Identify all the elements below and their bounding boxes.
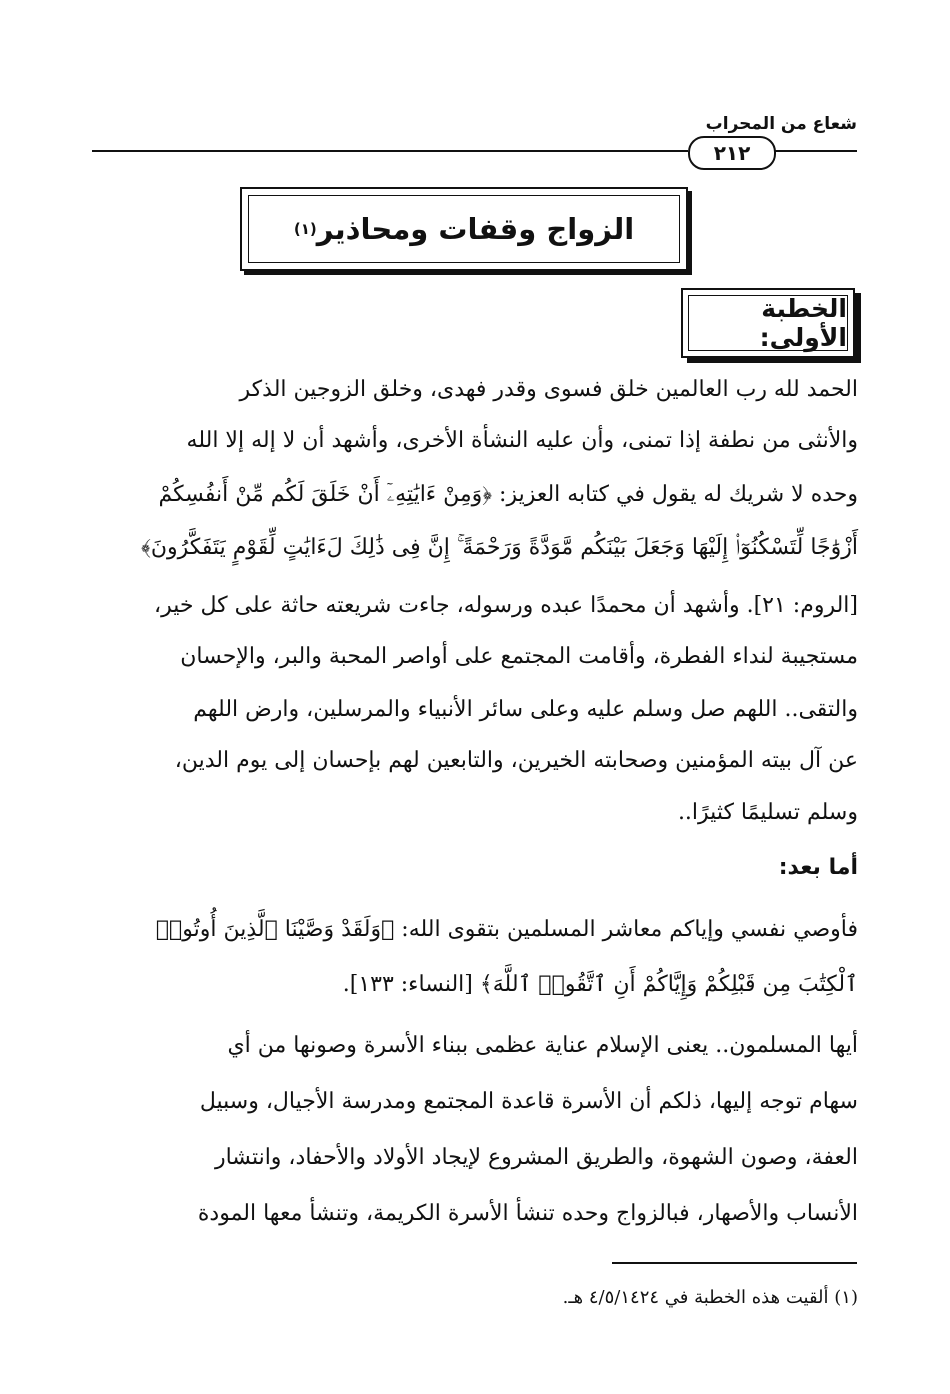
footnote: (١) ألقيت هذه الخطبة في ٤/٥/١٤٢٤ هـ. <box>562 1287 858 1308</box>
title-frame <box>240 187 688 271</box>
footnote-rule <box>612 1262 857 1264</box>
running-title: شعاع من المحراب <box>705 114 857 134</box>
header-rule-right <box>774 150 857 152</box>
quran-line: ٱلْكِتَٰبَ مِن قَبْلِكُمْ وَإِيَّاكُمْ أَنِ ٱتَّقُوا۟ ٱللَّهَ﴾ [النساء: ١٣٣]. <box>342 972 858 997</box>
body-line: الحمد لله رب العالمين خلق فسوى وقدر فهدى، وخلق الزوجين الذكر <box>239 377 858 402</box>
body-line: مستجيبة لنداء الفطرة، وأقامت المجتمع على أواصر المحبة والبر، والإحسان <box>180 644 858 669</box>
body-line: [الروم: ٢١]. وأشهد أن محمدًا عبده ورسوله، جاءت شريعته حاثة على كل خير، <box>154 593 858 618</box>
body-line: والأنثى من نطفة إذا تمنى، وأن عليه النشأة الأخرى، وأشهد أن لا إله إلا الله <box>186 428 858 453</box>
page-title <box>248 195 680 263</box>
section-heading-frame <box>681 288 855 358</box>
section-heading: الخطبة الأولى: <box>688 295 848 351</box>
title-text: الزواج وقفات ومحاذير <box>316 212 635 246</box>
body-line: العفة، وصون الشهوة، والطريق المشروع لإيجاد الأولاد والأحفاد، وانتشار <box>214 1145 858 1170</box>
header-rule-left <box>92 150 688 152</box>
body-line: عن آل بيته المؤمنين وصحابته الخيرين، والتابعين لهم بإحسان إلى يوم الدين، <box>174 748 858 773</box>
title-footnote-mark: (١) <box>293 220 317 238</box>
page-number: ٢١٢ <box>688 136 776 170</box>
body-line: فأوصي نفسي وإياكم معاشر المسلمين بتقوى الله: ﴿وَلَقَدْ وَصَّيْنَا ٱلَّذِينَ أُوتُوا۟ <box>155 917 858 942</box>
body-line: والتقى.. اللهم صل وسلم عليه وعلى سائر الأنبياء والمرسلين، وارض اللهم <box>193 697 858 722</box>
body-line: الأنساب والأصهار، فبالزواج وحده تنشأ الأسرة الكريمة، وتنشأ معها المودة <box>197 1201 858 1226</box>
body-line: وحده لا شريك له يقول في كتابه العزيز: ﴿وَمِنْ ءَايَٰتِهِۦٓ أَنْ خَلَقَ لَكُم مِّنْ أَنفُسِكُمْ <box>158 482 858 507</box>
body-line: أيها المسلمون.. يعنى الإسلام عناية عظمى ببناء الأسرة وصونها من أي <box>227 1033 858 1058</box>
body-line: سهام توجه إليها، ذلكم أن الأسرة قاعدة المجتمع ومدرسة الأجيال، وسبيل <box>199 1089 858 1114</box>
body-line: وسلم تسليمًا كثيرًا.. <box>677 800 858 825</box>
quran-line: أَزْوَٰجًا لِّتَسْكُنُوٓا۟ إِلَيْهَا وَجَعَلَ بَيْنَكُم مَّوَدَّةً وَرَحْمَةً ۚ إِنَّ فِى ذَٰلِكَ لَءَايَٰتٍ لِّقَوْمٍ يَتَفَكَّرُونَ﴾ <box>141 535 858 560</box>
subheading: أما بعد: <box>778 855 858 880</box>
